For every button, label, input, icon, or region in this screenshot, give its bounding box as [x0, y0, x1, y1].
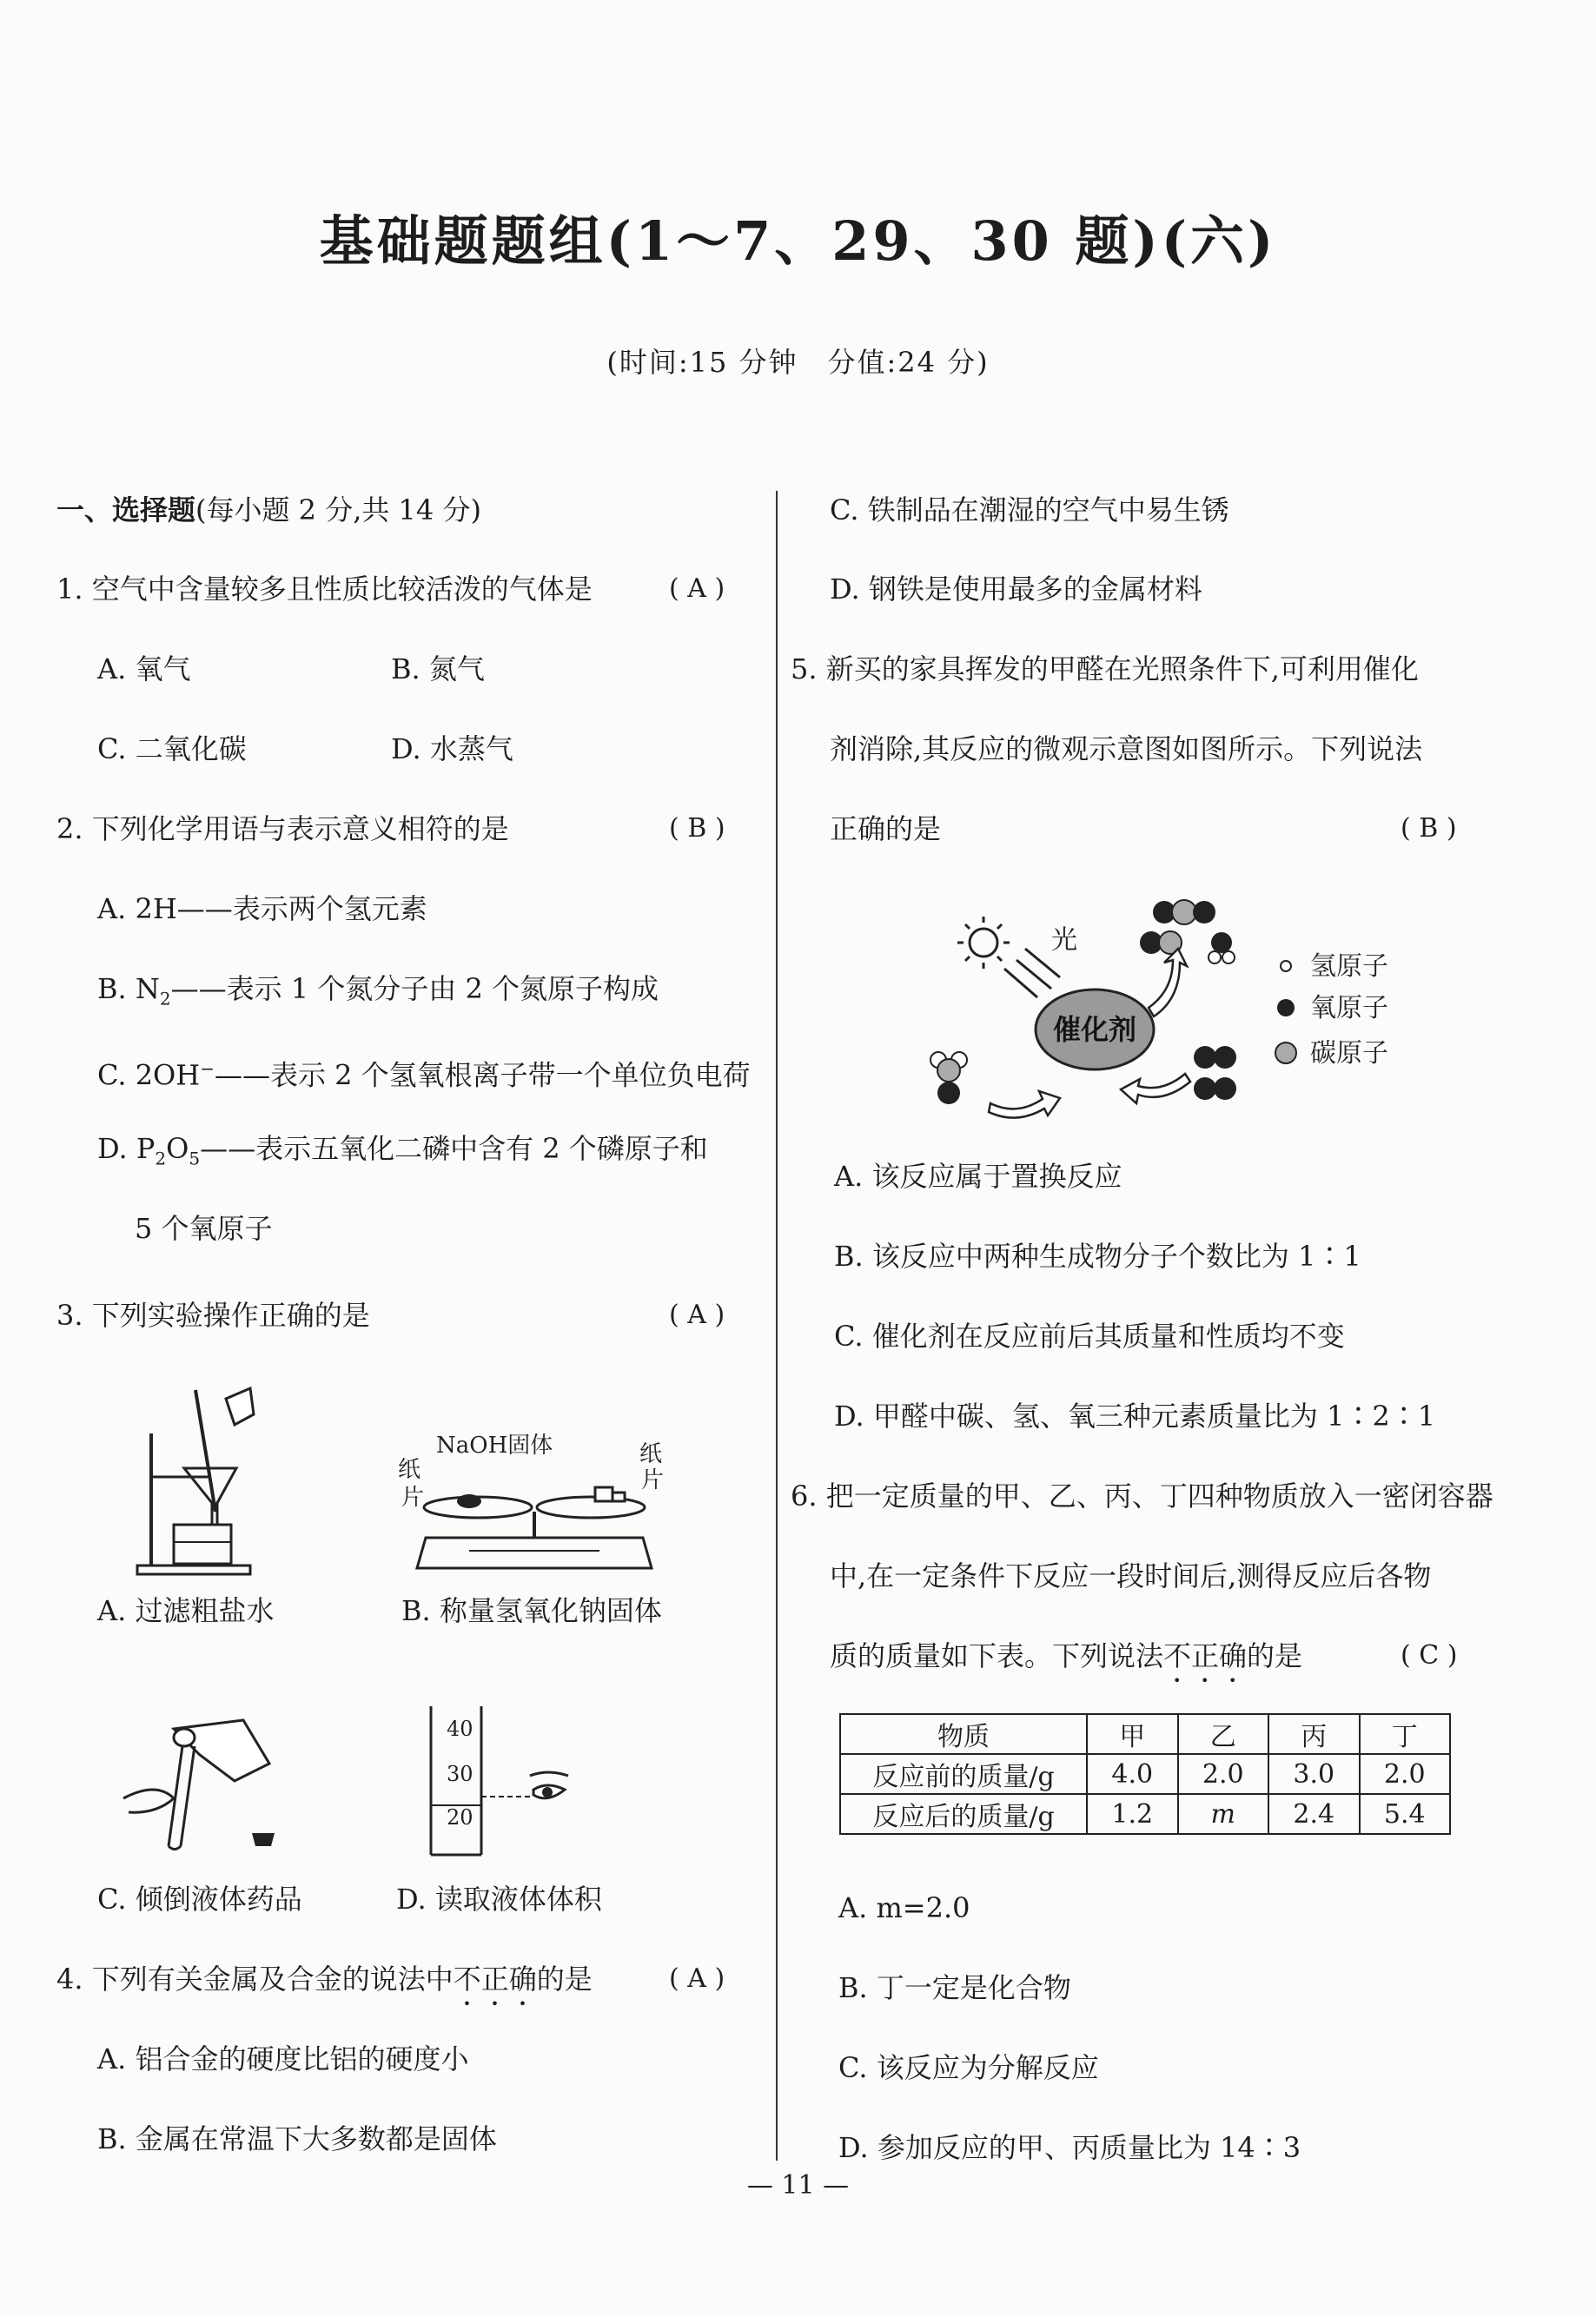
q2-b-text: ——表示 1 个氮分子由 2 个氮原子构成	[170, 972, 659, 1005]
q2-c-text: ——表示 2 个氢氧根离子带一个单位负电荷	[214, 1058, 751, 1092]
sun-icon	[970, 929, 997, 957]
q2-answer: ( B )	[669, 813, 725, 844]
q6-answer: ( C )	[1401, 1640, 1458, 1671]
q2-option-d	[97, 1131, 708, 1175]
piece-label-left: 片	[401, 1485, 425, 1511]
column-divider	[776, 491, 778, 2161]
q6-text-post: 的是	[1247, 1639, 1303, 1672]
table-cell: 4.0	[1087, 1754, 1178, 1794]
q2-d-symbol-p: D. P	[97, 1132, 156, 1165]
q1-text: 空气中含量较多且性质比较活泼的气体是	[91, 573, 593, 606]
table-cell: 2.0	[1178, 1754, 1269, 1794]
q2-option-d-continuation: 5 个氧原子	[135, 1212, 273, 1245]
reaction-diagram	[921, 886, 1416, 1121]
section-note: (每小题 2 分,共 14 分)	[195, 493, 481, 526]
q5-stem-line-2: 剂消除,其反应的微观示意图如图所示。下列说法	[830, 732, 1423, 765]
q5-number: 5.	[791, 652, 818, 685]
legend-hydrogen: 氢原子	[1310, 951, 1388, 982]
table-cell: 2.0	[1360, 1754, 1451, 1794]
q4-text-pre: 下列有关金属及合金的说法中	[91, 1963, 454, 1996]
q1-number: 1.	[56, 573, 83, 606]
q1-answer: ( A )	[669, 573, 725, 604]
q2-d-text: ——表示五氧化二磷中含有 2 个磷原子和	[200, 1132, 708, 1165]
catalyst-label: 催化剂	[1052, 1013, 1137, 1046]
q2-b-symbol: B. N	[97, 972, 160, 1005]
q1-option-d: D. 水蒸气	[391, 732, 513, 765]
q3-option-c: C. 倾倒液体药品	[97, 1883, 302, 1916]
scale-20: 20	[447, 1805, 474, 1830]
q2-text: 下列化学用语与表示意义相符的是	[91, 812, 509, 845]
table-row	[840, 1754, 1450, 1794]
piece-label-right: 片	[641, 1467, 665, 1493]
q2-option-c	[97, 1051, 751, 1093]
q6-stem-line-1	[791, 1479, 1493, 1513]
q1-stem	[56, 572, 593, 606]
table-header-cell: 乙	[1178, 1714, 1269, 1754]
table-cell: 1.2	[1087, 1794, 1178, 1834]
q3-text: 下列实验操作正确的是	[91, 1299, 370, 1332]
q6-stem-line-3	[830, 1638, 1302, 1689]
naoh-label: NaOH固体	[436, 1433, 553, 1459]
table-cell: 2.4	[1268, 1794, 1360, 1834]
q5-option-d: D. 甲醛中碳、氢、氧三种元素质量比为 1∶2∶1	[834, 1400, 1436, 1433]
q3-option-d: D. 读取液体体积	[396, 1883, 602, 1916]
q6-text-1: 把一定质量的甲、乙、丙、丁四种物质放入一密闭容器	[825, 1480, 1493, 1513]
q3-answer: ( A )	[669, 1300, 725, 1330]
table-cell: 反应后的质量/g	[840, 1794, 1087, 1834]
cylinder-reading-figure	[426, 1703, 582, 1859]
table-cell: 5.4	[1360, 1794, 1451, 1834]
q2-c-superscript: −	[200, 1058, 215, 1079]
q4-option-b: B. 金属在常温下大多数都是固体	[97, 2122, 497, 2155]
light-label: 光	[1051, 925, 1077, 956]
table-row	[840, 1794, 1450, 1834]
q4-emphasis: 不正确	[453, 1963, 537, 1996]
mass-table	[839, 1713, 1451, 1835]
table-header-cell: 物质	[840, 1714, 1087, 1754]
q6-number: 6.	[791, 1480, 818, 1513]
q1-option-a: A. 氧气	[97, 652, 191, 685]
q5-answer: ( B )	[1401, 813, 1457, 844]
pouring-figure	[122, 1711, 304, 1850]
table-header-cell: 甲	[1087, 1714, 1178, 1754]
q2-d-subscript-1: 2	[155, 1148, 167, 1169]
q6-stem-line-2: 中,在一定条件下反应一段时间后,测得反应后各物	[830, 1559, 1432, 1592]
q6-emphasis: 不正确	[1163, 1639, 1248, 1672]
q5-option-c: C. 催化剂在反应前后其质量和性质均不变	[834, 1320, 1345, 1353]
filtration-figure	[130, 1381, 261, 1577]
q2-d-subscript-2: 5	[189, 1148, 201, 1169]
page-subtitle: (时间:15 分钟 分值:24 分)	[606, 346, 990, 379]
q2-number: 2.	[56, 812, 83, 845]
q2-stem	[56, 811, 509, 846]
q6-option-c: C. 该反应为分解反应	[838, 2051, 1099, 2084]
q2-option-b	[97, 971, 659, 1016]
table-header-row	[840, 1714, 1450, 1754]
paper-label-left: 纸	[398, 1457, 421, 1483]
scale-40: 40	[447, 1717, 474, 1741]
page-number: — 11 —	[746, 2170, 850, 2201]
q5-option-a: A. 该反应属于置换反应	[834, 1160, 1122, 1193]
q4-text-post: 的是	[536, 1963, 593, 1996]
q6-option-d: D. 参加反应的甲、丙质量比为 14∶3	[838, 2131, 1301, 2164]
legend-oxygen: 氧原子	[1310, 993, 1388, 1023]
q5-option-b: B. 该反应中两种生成物分子个数比为 1∶1	[834, 1240, 1361, 1273]
q6-text-pre: 质的质量如下表。下列说法	[830, 1639, 1164, 1672]
balance-figure	[391, 1425, 678, 1577]
q1-option-c: C. 二氧化碳	[97, 732, 247, 765]
q2-a-symbol: A. 2H	[97, 892, 177, 925]
q4-answer: ( A )	[669, 1963, 725, 1994]
q5-text-1: 新买的家具挥发的甲醛在光照条件下,可利用催化	[825, 652, 1419, 685]
q2-a-text: ——表示两个氢元素	[176, 892, 427, 925]
table-header-cell: 丙	[1268, 1714, 1360, 1754]
paper-label-right: 纸	[639, 1441, 663, 1467]
page-title: 基础题题组(1～7、29、30 题)(六)	[319, 209, 1277, 273]
q1-option-b: B. 氮气	[391, 652, 485, 685]
table-cell: 反应前的质量/g	[840, 1754, 1087, 1794]
q3-number: 3.	[56, 1299, 83, 1332]
section-heading	[56, 493, 481, 527]
scale-30: 30	[447, 1762, 474, 1786]
q5-stem-line-3: 正确的是	[830, 812, 942, 845]
q6-option-a: A. m=2.0	[838, 1891, 970, 1924]
q2-b-subscript: 2	[159, 988, 171, 1010]
q2-d-symbol-o: O	[166, 1132, 189, 1165]
q3-stem	[56, 1298, 370, 1333]
legend-carbon: 碳原子	[1310, 1038, 1388, 1069]
q4-option-d: D. 钢铁是使用最多的金属材料	[830, 573, 1202, 606]
table-header-cell: 丁	[1360, 1714, 1451, 1754]
table-cell: 3.0	[1268, 1754, 1360, 1794]
q3-option-a: A. 过滤粗盐水	[97, 1594, 275, 1627]
q4-stem	[56, 1962, 593, 2012]
q4-option-c: C. 铁制品在潮湿的空气中易生锈	[830, 493, 1229, 526]
q4-number: 4.	[56, 1963, 83, 1996]
q5-stem-line-1	[791, 652, 1419, 686]
q3-option-b: B. 称量氢氧化钠固体	[401, 1594, 662, 1627]
q2-c-symbol: C. 2OH	[97, 1058, 201, 1092]
q2-option-a	[97, 891, 427, 926]
q6-option-b: B. 丁一定是化合物	[838, 1971, 1071, 2004]
section-title: 一、选择题	[56, 493, 196, 526]
table-cell: m	[1178, 1794, 1269, 1834]
q4-option-a: A. 铝合金的硬度比铝的硬度小	[97, 2042, 469, 2075]
